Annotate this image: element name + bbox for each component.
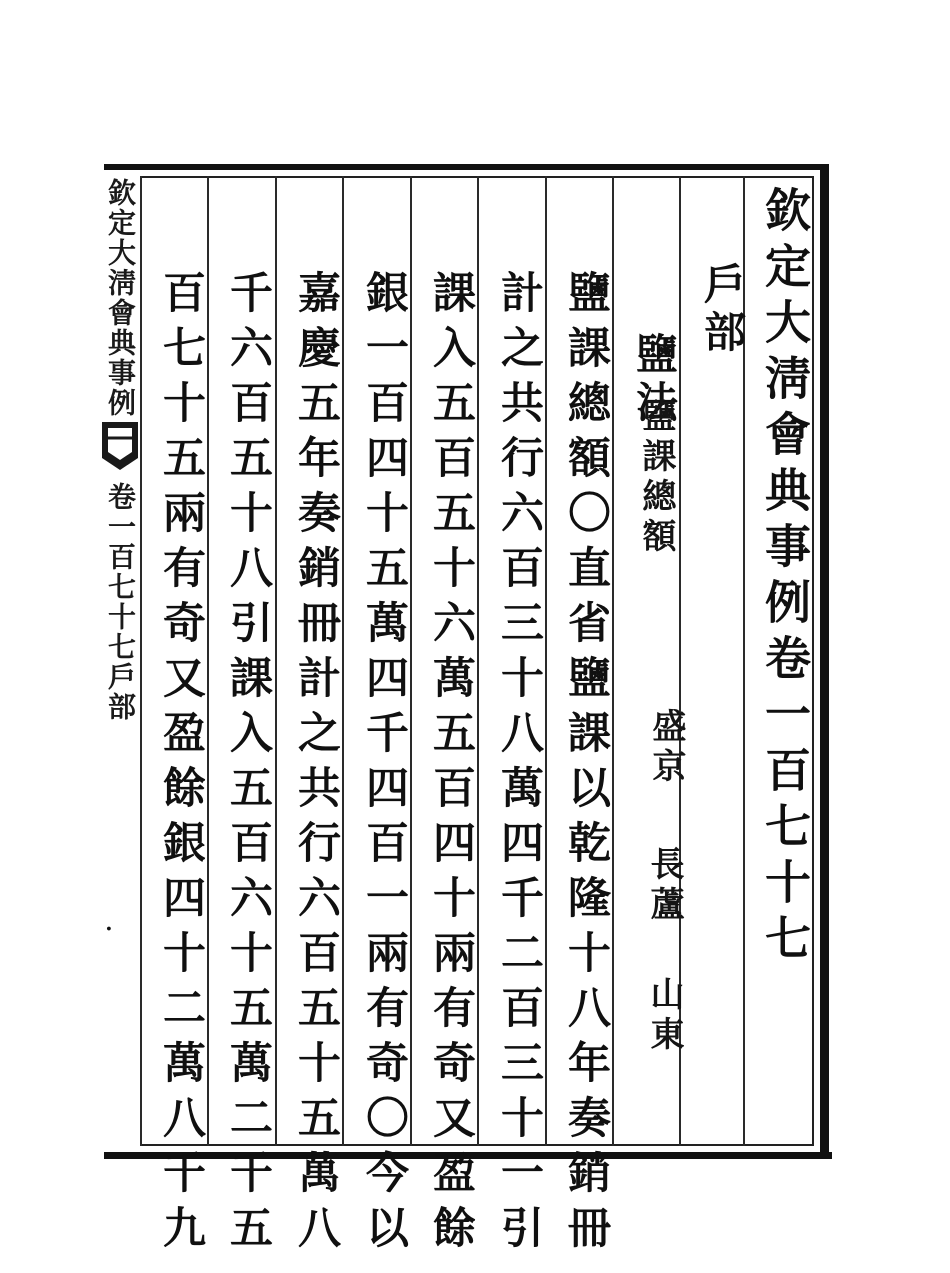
- frame-top-border: [104, 164, 828, 170]
- text-column: 銀一百四十五萬四千四百一兩有奇〇今以: [359, 270, 409, 1260]
- page-title: 欽定大淸會典事例卷一百七十七: [758, 186, 812, 970]
- text-column: 千六百五十八引課入五百六十五萬二千五: [223, 270, 273, 1260]
- text-column: 百七十五兩有奇又盈餘銀四十二萬八千九: [156, 270, 206, 1260]
- ink-speck-icon: ⠂: [104, 918, 120, 942]
- subhead-changlu: 長蘆: [644, 846, 684, 926]
- department-heading: 戶部: [698, 262, 747, 358]
- margin-volume-label: 卷一百七十七戶部: [104, 482, 137, 722]
- text-column: 課入五百五十六萬五百四十兩有奇又盈餘: [426, 270, 476, 1260]
- frame-right-border: [820, 164, 829, 1158]
- subhead-shandong: 山東: [644, 976, 684, 1056]
- column-rule: [140, 176, 142, 1146]
- section-heading: 鹽法: [630, 332, 679, 428]
- margin-left-title: 欽定大淸會典事例: [104, 178, 137, 418]
- text-column: 鹽課總額〇直省鹽課以乾隆十八年奏銷冊: [561, 270, 611, 1260]
- text-column: 嘉慶五年奏銷冊計之共行六百五十五萬八: [291, 270, 341, 1260]
- text-column: 計之共行六百三十八萬四千二百三十一引: [494, 270, 544, 1260]
- subhead-shengjing: 盛京: [646, 708, 686, 788]
- fishtail-mark-icon: [100, 418, 140, 474]
- subhead-salt-quota: 鹽課總額: [636, 398, 676, 558]
